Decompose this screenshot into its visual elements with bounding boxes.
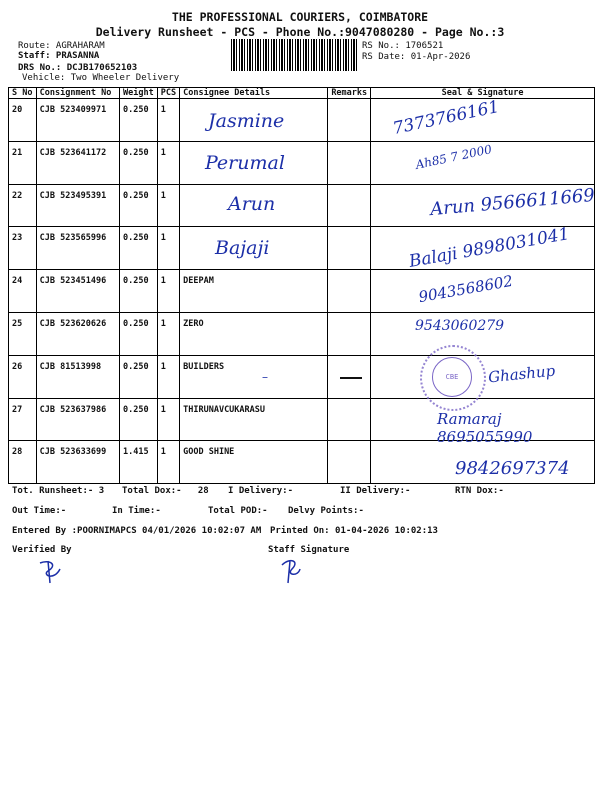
staff-signature-label: Staff Signature	[268, 545, 350, 555]
cell-weight: 0.250	[120, 227, 158, 270]
handwritten-signature: 9842697374	[455, 458, 570, 479]
handwritten-signature: 7373766161	[391, 96, 502, 140]
cell-pcs: 1	[157, 441, 179, 484]
runsheet-subtitle: Delivery Runsheet - PCS - Phone No.:9047080280 - Page No.:3	[95, 25, 505, 39]
cell-remarks	[328, 141, 371, 184]
cell-pcs: 1	[157, 398, 179, 441]
total-runsheet: Tot. Runsheet:- 3	[12, 486, 105, 496]
handwritten-mark: –	[262, 370, 268, 384]
cell-weight: 0.250	[120, 398, 158, 441]
cell-remarks	[328, 270, 371, 313]
handwritten-name: Bajaji	[215, 237, 270, 259]
total-dox: Total Dox:- 28	[122, 486, 209, 496]
ii-delivery: II Delivery:-	[340, 486, 411, 496]
cell-consignment: CJB 523495391	[36, 184, 119, 227]
seal-stamp-text: CBE	[432, 357, 472, 397]
rs-number: RS No.: 1706521	[362, 41, 444, 51]
cell-weight: 0.250	[120, 312, 158, 355]
handwritten-signature: 9043568602	[417, 271, 515, 307]
table-header-row	[9, 88, 595, 99]
cell-remarks	[328, 184, 371, 227]
cell-weight: 0.250	[120, 141, 158, 184]
handwritten-signature: Ah85 7 2000	[414, 142, 494, 172]
handwritten-signature: Balaji 9898031041	[407, 224, 571, 272]
col-pcs: PCS	[157, 88, 179, 99]
handwritten-dash	[340, 377, 362, 379]
out-time: Out Time:-	[12, 506, 67, 516]
cell-sno: 26	[9, 355, 37, 398]
cell-pcs: 1	[157, 355, 179, 398]
in-time: In Time:-	[112, 506, 161, 516]
cell-weight: 1.415	[120, 441, 158, 484]
cell-consignee: GOOD SHINE	[180, 441, 328, 484]
col-weight: Weight	[120, 88, 158, 99]
cell-consignment: CJB 523565996	[36, 227, 119, 270]
cell-pcs: 1	[157, 312, 179, 355]
i-delivery: I Delivery:-	[228, 486, 294, 496]
cell-consignment: CJB 523633699	[36, 441, 119, 484]
delivery-points: Delvy Points:-	[288, 506, 364, 516]
cell-remarks	[328, 99, 371, 142]
vehicle-label: Vehicle: Two Wheeler Delivery	[22, 73, 180, 83]
cell-sno: 23	[9, 227, 37, 270]
cell-pcs: 1	[157, 227, 179, 270]
printed-on: Printed On: 01-04-2026 10:02:13	[270, 526, 438, 536]
total-pod: Total POD:-	[208, 506, 268, 516]
drs-number: DRS No.: DCJB170652103	[18, 63, 138, 73]
cell-pcs: 1	[157, 270, 179, 313]
cell-remarks	[328, 441, 371, 484]
handwritten-signature: Ghashup	[487, 361, 556, 387]
cell-pcs: 1	[157, 99, 179, 142]
cell-sno: 20	[9, 99, 37, 142]
staff-signature-mark	[278, 555, 304, 585]
cell-weight: 0.250	[120, 270, 158, 313]
col-consignee: Consignee Details	[180, 88, 328, 99]
table-row	[9, 312, 595, 355]
rs-date: RS Date: 01-Apr-2026	[362, 52, 471, 62]
cell-sno: 21	[9, 141, 37, 184]
cell-weight: 0.250	[120, 99, 158, 142]
entered-by: Entered By :POORNIMAPCS 04/01/2026 10:02:07 AM	[12, 526, 262, 536]
cell-remarks	[328, 398, 371, 441]
staff-label: Staff: PRASANNA	[18, 51, 100, 61]
cell-consignee: ZERO	[180, 312, 328, 355]
col-remarks: Remarks	[328, 88, 371, 99]
cell-consignment: CJB 523641172	[36, 141, 119, 184]
cell-sno: 28	[9, 441, 37, 484]
cell-consignment: CJB 523409971	[36, 99, 119, 142]
cell-pcs: 1	[157, 141, 179, 184]
cell-sno: 25	[9, 312, 37, 355]
cell-consignment: CJB 81513998	[36, 355, 119, 398]
cell-remarks	[328, 312, 371, 355]
col-seal-signature: Seal & Signature	[371, 88, 595, 99]
col-consignment: Consignment No	[36, 88, 119, 99]
cell-sno: 24	[9, 270, 37, 313]
cell-remarks	[328, 227, 371, 270]
cell-sno: 22	[9, 184, 37, 227]
handwritten-signature: 9543060279	[415, 318, 505, 334]
route-label: Route: AGRAHARAM	[18, 41, 105, 51]
barcode	[231, 39, 358, 71]
handwritten-signature: Ramaraj 8695055990	[437, 410, 533, 446]
cell-consignment: CJB 523637986	[36, 398, 119, 441]
handwritten-signature: Arun 9566611669	[429, 184, 596, 221]
cell-consignee: DEEPAM	[180, 270, 328, 313]
handwritten-name: Arun	[228, 193, 276, 215]
cell-weight: 0.250	[120, 184, 158, 227]
cell-consignee: BUILDERS	[180, 355, 328, 398]
cell-pcs: 1	[157, 184, 179, 227]
cell-consignment: CJB 523620626	[36, 312, 119, 355]
cell-sno: 27	[9, 398, 37, 441]
table-row	[9, 141, 595, 184]
handwritten-name: Jasmine	[208, 110, 285, 132]
rtn-dox: RTN Dox:-	[455, 486, 504, 496]
cell-consignment: CJB 523451496	[36, 270, 119, 313]
cell-consignee: THIRUNAVCUKARASU	[180, 398, 328, 441]
verified-by-label: Verified By	[12, 545, 72, 555]
handwritten-name: Perumal	[205, 152, 285, 174]
company-title: THE PROFESSIONAL COURIERS, COIMBATORE	[171, 10, 429, 24]
col-sno: S No	[9, 88, 37, 99]
cell-weight: 0.250	[120, 355, 158, 398]
table-row	[9, 99, 595, 142]
verified-signature-mark	[36, 557, 66, 585]
